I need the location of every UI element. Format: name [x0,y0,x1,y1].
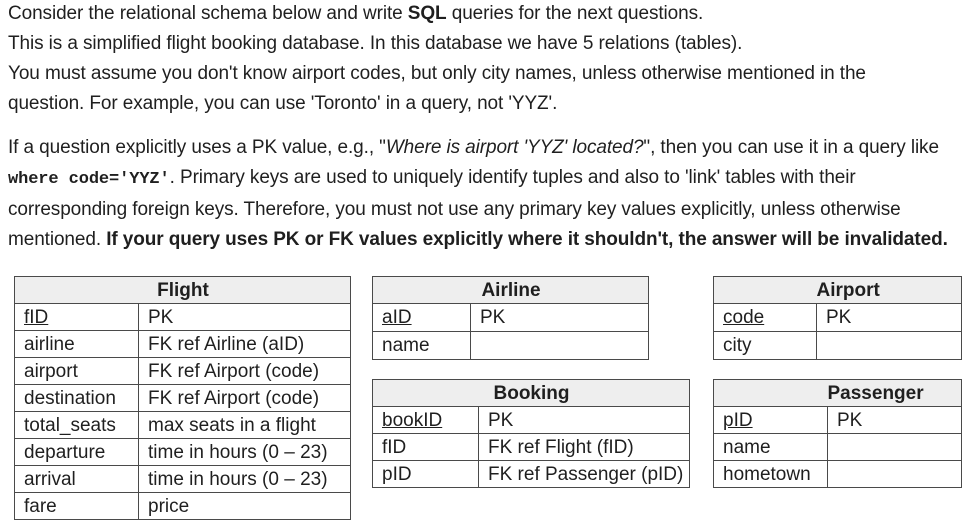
table-row [373,332,649,360]
airport-table [713,276,962,360]
attribute-description: PK [471,304,649,332]
attribute-name: pID [373,461,479,488]
table-row [15,358,351,385]
table-row [714,407,962,434]
attribute-name: airport [15,358,139,385]
attribute-description: PK [479,407,690,434]
attribute-name: departure [15,439,139,466]
attribute-description: FK ref Airport (code) [139,385,351,412]
rules-line-1: If a question explicitly uses a PK value, e.g., "Where is airport 'YYZ' located?", then you can use it in a query like [8,137,939,158]
intro-line-3: You must assume you don't know airport codes, but only city names, unless otherwise mentioned in the [8,63,866,84]
table-name [828,380,962,407]
rules-line-4: mentioned. If your query uses PK or FK values explicitly where it shouldn't, the answer will be invalidated. [8,229,948,250]
table-row [15,466,351,493]
primary-key-attribute: bookID [382,409,443,431]
table-row [373,461,690,488]
table-title-text: Flight [157,279,209,301]
attribute-description: time in hours (0 – 23) [139,439,351,466]
attribute-description: FK ref Airport (code) [139,358,351,385]
table-title-text: Airport [816,279,880,301]
attribute-description: PK [817,304,962,332]
attribute-name [714,304,817,332]
primary-key-attribute: pID [723,409,753,431]
attribute-name: destination [15,385,139,412]
table-row [373,407,690,434]
table-title-text: Passenger [827,382,924,404]
header-empty-cell [373,277,471,304]
attribute-name [714,407,828,434]
attribute-description: PK [139,304,351,331]
attribute-description: FK ref Flight (fID) [479,434,690,461]
attribute-name: arrival [15,466,139,493]
header-empty-cell [15,277,139,304]
table-header-row [373,277,649,304]
table-row [373,434,690,461]
attribute-name: name [714,434,828,461]
attribute-description: PK [828,407,962,434]
attribute-description: time in hours (0 – 23) [139,466,351,493]
warning-text: If your query uses PK or FK values explicitly where it shouldn't, the answer will be invalidated. [106,229,948,250]
attribute-name: fID [373,434,479,461]
rules-line-3: corresponding foreign keys. Therefore, you must not use any primary key values explicitly, unless otherwise [8,199,901,220]
airline-table [372,276,649,360]
attribute-description [817,332,962,360]
table-row [714,461,962,488]
table-row [714,304,962,332]
table-row [373,304,649,332]
passenger-table [713,379,962,488]
table-name [139,277,351,304]
table-row [15,412,351,439]
rules-paragraph [8,133,970,255]
attribute-name: city [714,332,817,360]
attribute-description: FK ref Airline (aID) [139,331,351,358]
table-row [714,332,962,360]
table-header-row [714,277,962,304]
attribute-name: name [373,332,471,360]
flight-table [14,276,351,520]
attribute-name: hometown [714,461,828,488]
code-example: where code='YYZ' [8,170,170,189]
table-header-row [373,380,690,407]
table-row [15,385,351,412]
header-empty-cell [373,380,479,407]
attribute-description: FK ref Passenger (pID) [479,461,690,488]
booking-table [372,379,690,488]
attribute-description: max seats in a flight [139,412,351,439]
attribute-description [828,434,962,461]
attribute-name: airline [15,331,139,358]
table-row [15,439,351,466]
table-title-text: Booking [493,382,570,404]
attribute-name [373,304,471,332]
attribute-name: total_seats [15,412,139,439]
table-row [15,493,351,520]
table-row [714,434,962,461]
intro-line-4: question. For example, you can use 'Toronto' in a query, not 'YYZ'. [8,93,558,114]
intro-paragraph [8,0,970,119]
primary-key-attribute: code [723,307,765,328]
attribute-description [471,332,649,360]
table-row [15,331,351,358]
primary-key-attribute: aID [382,307,412,328]
table-header-row [15,277,351,304]
intro-line-1: Consider the relational schema below and write SQL queries for the next questions. [8,3,704,24]
table-title-text: Airline [481,279,541,301]
table-name [471,277,649,304]
header-empty-cell [714,277,817,304]
table-header-row [714,380,962,407]
attribute-description: price [139,493,351,520]
attribute-name [15,304,139,331]
primary-key-attribute: fID [24,306,49,328]
table-row [15,304,351,331]
attribute-name [373,407,479,434]
table-name [479,380,690,407]
attribute-description [828,461,962,488]
rules-line-2: where code='YYZ'. Primary keys are used to uniquely identify tuples and also to 'link' tables with their [8,167,856,189]
attribute-name: fare [15,493,139,520]
table-name [817,277,962,304]
header-empty-cell [714,380,828,407]
intro-line-2: This is a simplified flight booking database. In this database we have 5 relations (tables). [8,33,743,54]
